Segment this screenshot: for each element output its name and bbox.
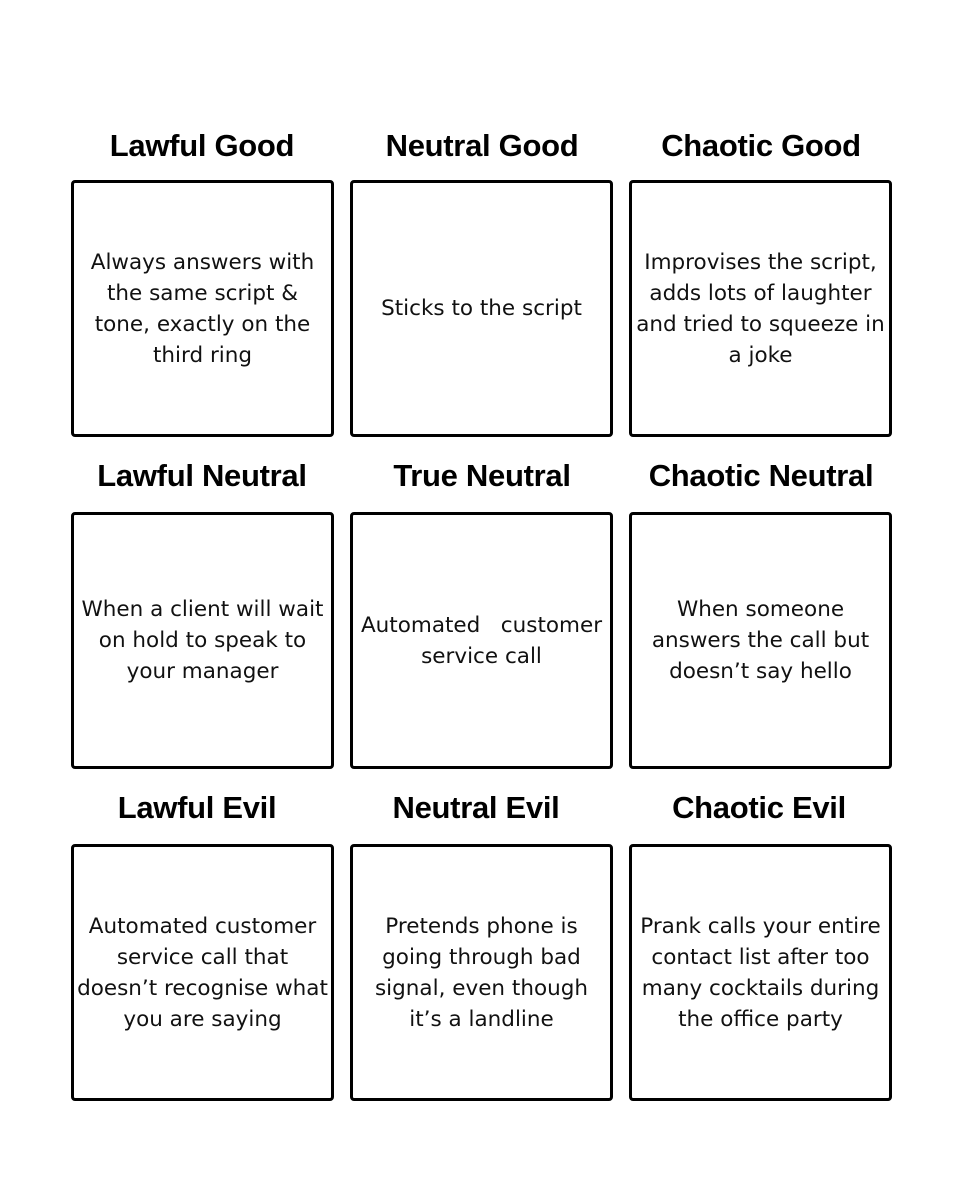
cell-neutral-evil: [350, 844, 613, 1101]
cell-text-chaotic-neutral: When someone answers the call but doesn’t say hello: [651, 597, 870, 684]
cell-text-true-neutral: Automated customer service call: [360, 612, 609, 669]
title-chaotic-neutral: Chaotic Neutral: [648, 458, 874, 493]
title-neutral-evil: Neutral Evil: [392, 790, 560, 825]
cell-text-chaotic-good: Improvises the script, adds lots of laughter and tried to squeeze in a joke: [636, 249, 885, 368]
cell-lawful-good: [71, 180, 334, 437]
title-chaotic-good: Chaotic Good: [661, 128, 861, 163]
title-lawful-evil: Lawful Evil: [117, 790, 277, 825]
cell-neutral-good: [350, 180, 613, 437]
title-lawful-neutral: Lawful Neutral: [97, 458, 307, 493]
cell-lawful-evil: [71, 844, 334, 1101]
cell-text-neutral-good: Sticks to the script: [381, 296, 582, 321]
title-lawful-good: Lawful Good: [109, 128, 295, 163]
title-chaotic-evil: Chaotic Evil: [672, 790, 846, 825]
cell-true-neutral: [350, 512, 613, 769]
cell-chaotic-evil: [629, 844, 892, 1101]
cell-text-lawful-evil: Automated customer service call that doesn’t recognise what you are saying: [77, 913, 328, 1032]
cell-text-lawful-neutral: When a client will wait on hold to speak to your manager: [81, 597, 324, 684]
title-neutral-good: Neutral Good: [385, 128, 579, 163]
cell-text-neutral-evil: Pretends phone is going through bad signal, even though it’s a landline: [374, 913, 589, 1032]
cell-chaotic-neutral: [629, 512, 892, 769]
title-true-neutral: True Neutral: [393, 458, 571, 493]
cell-text-lawful-good: Always answers with the same script & tone, exactly on the third ring: [90, 249, 315, 368]
cell-text-chaotic-evil: Prank calls your entire contact list after too many cocktails during the office party: [640, 913, 881, 1032]
cell-chaotic-good: [629, 180, 892, 437]
cell-lawful-neutral: [71, 512, 334, 769]
